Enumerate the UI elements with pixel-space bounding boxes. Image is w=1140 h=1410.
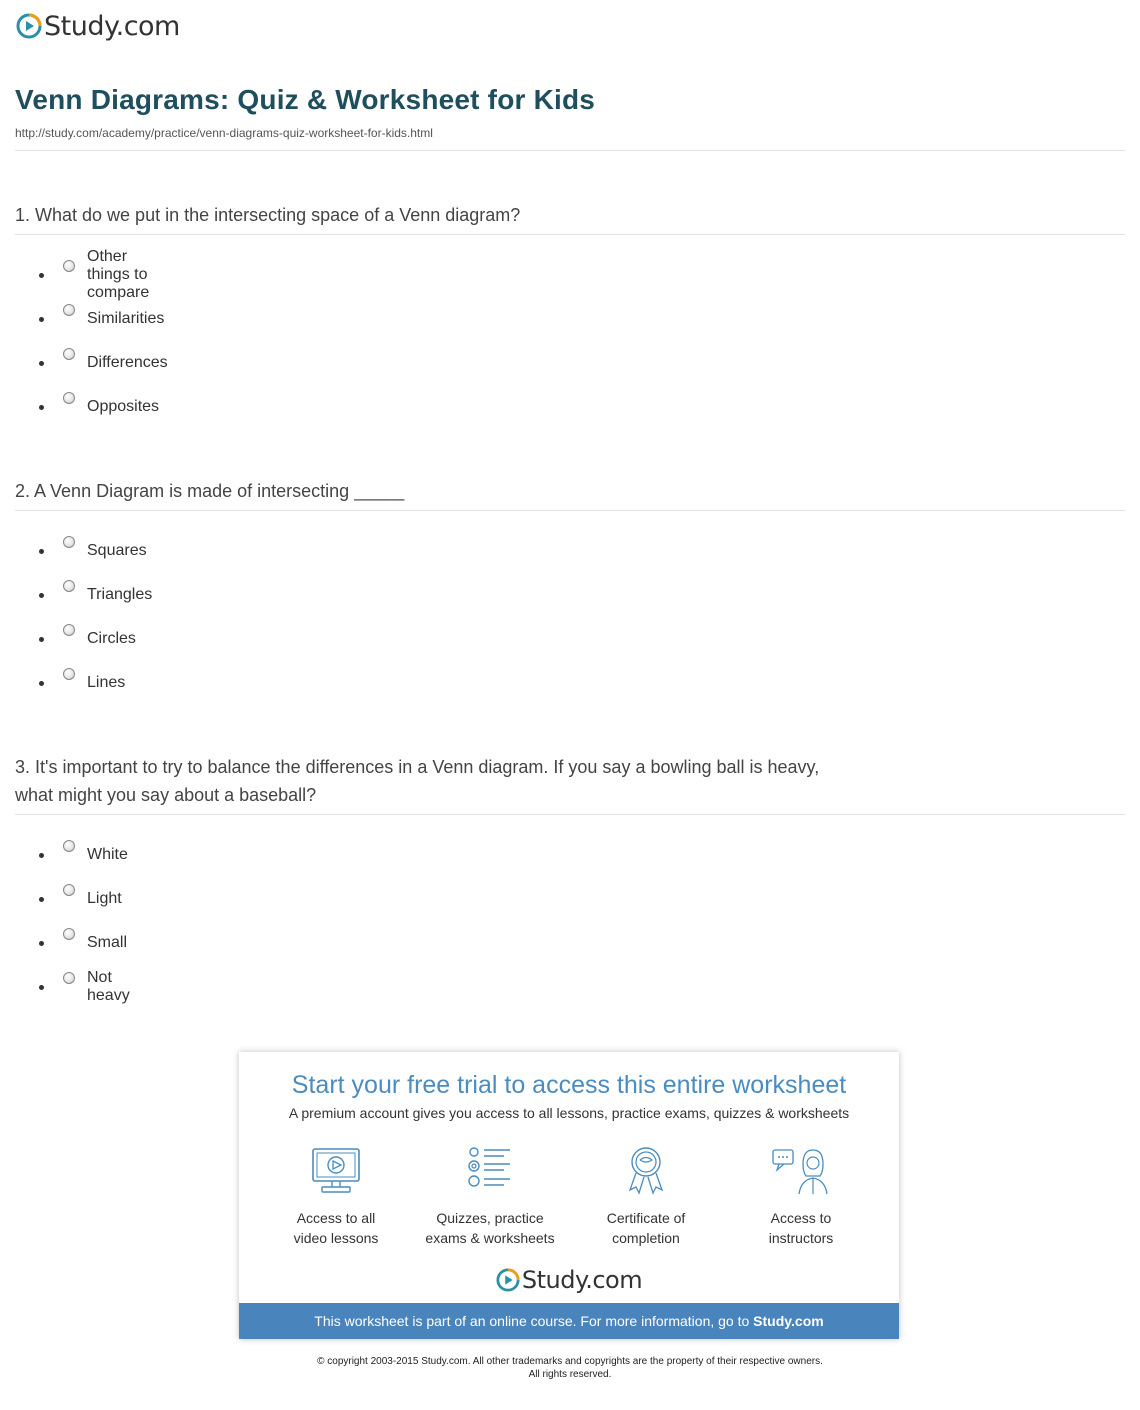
play-logo-icon [16, 13, 42, 39]
feature-label-line: Certificate of [606, 1210, 686, 1226]
question-3-line-2: what might you say about a baseball? [15, 785, 317, 805]
certificate-ribbon-icon [620, 1146, 672, 1196]
radio-button[interactable] [63, 348, 75, 360]
bullet [39, 941, 44, 946]
bullet [39, 549, 44, 554]
feature-label-line: Quizzes, practice [436, 1210, 544, 1226]
option-label: Opposites [87, 398, 160, 415]
feature-video-lessons [261, 1146, 411, 1248]
bullet [39, 273, 44, 278]
bullet [39, 681, 44, 686]
question-1: 1. What do we put in the intersecting space of a Venn diagram? [15, 205, 521, 225]
question-3 [15, 753, 819, 809]
feature-label-line: exams & worksheets [425, 1230, 555, 1246]
promo-bar-text: This worksheet is part of an online course. For more information, go to [314, 1313, 754, 1329]
instructor-chat-icon [771, 1146, 831, 1196]
video-monitor-icon [310, 1146, 362, 1196]
radio-button[interactable] [63, 972, 75, 984]
logo-text: Study.com [44, 10, 180, 42]
radio-button[interactable] [63, 304, 75, 316]
bullet [39, 637, 44, 642]
option-label: Circles [87, 630, 136, 647]
play-logo-icon [496, 1268, 520, 1292]
promo-info-bar [239, 1303, 899, 1339]
question-2: 2. A Venn Diagram is made of intersecting _____ [15, 481, 405, 501]
option-label: Similarities [87, 310, 165, 327]
radio-button[interactable] [63, 840, 75, 852]
study-logo[interactable] [16, 10, 180, 42]
feature-certificate [571, 1146, 721, 1248]
option-label: Triangles [87, 586, 153, 603]
feature-label-line: completion [612, 1230, 680, 1246]
feature-label-line: Access to all [296, 1210, 376, 1226]
option-label: Light [87, 890, 122, 907]
radio-button[interactable] [63, 392, 75, 404]
copyright-line: © copyright 2003-2015 Study.com. All other trademarks and copyrights are the property of their respective owners. [317, 1356, 823, 1367]
promo-subtitle: A premium account gives you access to all lessons, practice exams, quizzes & worksheets [288, 1105, 850, 1121]
radio-button[interactable] [63, 536, 75, 548]
radio-button[interactable] [63, 580, 75, 592]
question-3-line-1: 3. It's important to try to balance the differences in a Venn diagram. If you say a bowling ball is heavy, [15, 757, 820, 777]
radio-button[interactable] [63, 928, 75, 940]
promo-logo-text: Study.com [521, 1266, 643, 1294]
promo-bar-link[interactable]: Study.com [753, 1313, 824, 1329]
bullet [39, 897, 44, 902]
bullet [39, 985, 44, 990]
checklist-icon [464, 1146, 516, 1196]
bullet [39, 853, 44, 858]
bullet [39, 593, 44, 598]
page-title: Venn Diagrams: Quiz & Worksheet for Kids [15, 84, 596, 115]
divider [15, 814, 1125, 815]
feature-label-line: Access to [770, 1210, 832, 1226]
promo-title[interactable]: Start your free trial to access this entire worksheet [291, 1071, 847, 1099]
option-label: Squares [87, 542, 147, 559]
page-url[interactable]: http://study.com/academy/practice/venn-diagrams-quiz-worksheet-for-kids.html [15, 126, 433, 140]
feature-quizzes [415, 1146, 565, 1248]
option-label: Lines [87, 674, 126, 691]
bullet [39, 405, 44, 410]
bullet [39, 361, 44, 366]
option-label: Differences [87, 354, 168, 371]
divider [15, 510, 1125, 511]
feature-label-line: instructors [768, 1230, 834, 1246]
option-label: White [87, 846, 128, 863]
divider [15, 234, 1125, 235]
radio-button[interactable] [63, 260, 75, 272]
radio-button[interactable] [63, 624, 75, 636]
divider [15, 150, 1125, 151]
option-label: Other things to compare [87, 248, 150, 301]
radio-button[interactable] [63, 884, 75, 896]
option-label: Not heavy [87, 969, 130, 1004]
free-trial-promo [239, 1052, 899, 1339]
promo-study-logo[interactable] [239, 1266, 899, 1294]
feature-instructors [726, 1146, 876, 1248]
copyright-footer [0, 1355, 1140, 1381]
option-label: Small [87, 934, 128, 951]
radio-button[interactable] [63, 668, 75, 680]
copyright-line: All rights reserved. [528, 1369, 612, 1380]
feature-label-line: video lessons [293, 1230, 379, 1246]
bullet [39, 317, 44, 322]
